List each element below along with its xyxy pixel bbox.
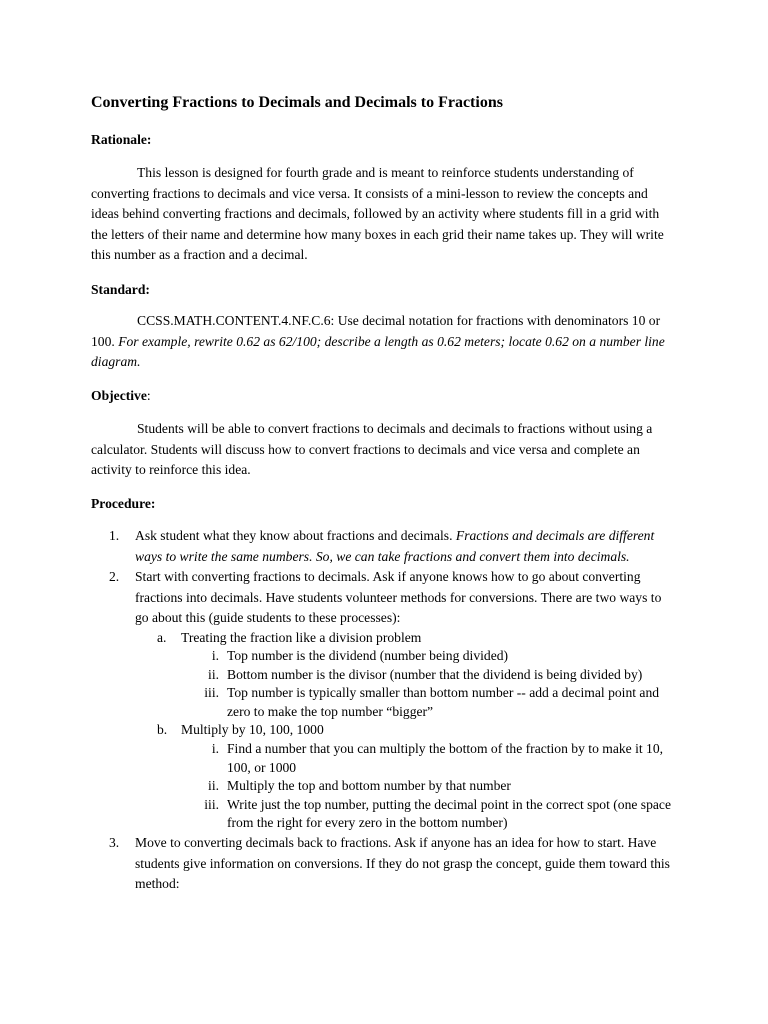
objective-heading: Objective <box>91 388 147 403</box>
substep-text: Treating the fraction like a division problem <box>181 629 422 645</box>
roman-item-text: Write just the top number, putting the decimal point in the correct spot (one space from the right for every zero in the bottom number) <box>227 796 671 831</box>
roman-item-text: Bottom number is the divisor (number that the dividend is being divided by) <box>227 666 643 682</box>
step-text: Ask student what they know about fractions and decimals. <box>135 528 453 543</box>
substep-letter: a. <box>157 629 167 645</box>
objective-paragraph: Students will be able to convert fractions to decimals and decimals to fractions without using a calculator. Students will discuss how to convert fractions to decimals and vice versa and complete an activity to reinforce this idea. <box>91 421 653 477</box>
standard-paragraph <box>91 311 677 373</box>
substep-text: Multiply by 10, 100, 1000 <box>181 722 324 738</box>
rationale-heading: Rationale: <box>91 132 152 147</box>
procedure-step-2a-ii <box>91 666 677 685</box>
roman-item-text: Multiply the top and bottom number by that number <box>227 778 511 794</box>
document-title: Converting Fractions to Decimals and Decimals to Fractions <box>91 94 503 111</box>
standard-heading: Standard: <box>91 282 150 297</box>
roman-numeral: i. <box>211 741 219 757</box>
step-text: Start with converting fractions to decimals. Ask if anyone knows how to go about converting fractions into decimals. Have students volunteer methods for conversions. There are two ways to go about this (guide students to these processes): <box>135 569 662 625</box>
step-italic-text: Fractions and decimals are different ways to write the same numbers. So, we can take fractions and convert them into decimals. <box>135 528 655 564</box>
procedure-step-2 <box>91 567 677 629</box>
roman-item-text: Top number is typically smaller than bottom number -- add a decimal point and zero to make the top number “bigger” <box>227 685 660 719</box>
procedure-step-2b-iii <box>91 796 677 833</box>
roman-item-text: Find a number that you can multiply the bottom of the fraction by to make it 10, 100, or 1000 <box>227 741 664 775</box>
procedure-step-2b <box>91 721 677 740</box>
roman-numeral: ii. <box>208 778 219 794</box>
procedure-step-1 <box>91 526 677 567</box>
rationale-paragraph: This lesson is designed for fourth grade and is meant to reinforce students understanding of converting fractions to decimals and vice versa. It consists of a mini-lesson to review the concepts and ideas behind converting fractions and decimals, followed by an activity where students fill in a grid with the letters of their name and determine how many boxes in each grid their name takes up. They will write this number as a fraction and a decimal. <box>91 165 664 262</box>
procedure-list <box>91 526 677 895</box>
procedure-step-3 <box>91 833 677 895</box>
standard-text: CCSS.MATH.CONTENT.4.NF.C.6: Use decimal notation for fractions with denominators 10 or 100. <box>91 313 661 349</box>
procedure-step-2b-ii <box>91 777 677 796</box>
objective-heading-wrap <box>91 386 151 406</box>
substep-letter: b. <box>157 722 168 738</box>
standard-example: For example, rewrite 0.62 as 62/100; describe a length as 0.62 meters; locate 0.62 on a number line diagram. <box>91 333 665 369</box>
objective-heading-suffix: : <box>146 388 151 403</box>
procedure-step-2a-iii <box>91 684 677 721</box>
step-number: 2. <box>109 569 120 584</box>
procedure-heading: Procedure: <box>91 496 156 511</box>
roman-item-text: Top number is the dividend (number being divided) <box>227 648 509 664</box>
step-number: 1. <box>109 528 120 543</box>
roman-numeral: ii. <box>208 666 219 682</box>
procedure-step-2a <box>91 629 677 648</box>
procedure-step-2b-i <box>91 740 677 777</box>
step-text: Move to converting decimals back to fractions. Ask if anyone has an idea for how to start. Have students give information on conversions. If they do not grasp the concept, guide them toward this method: <box>135 835 670 892</box>
roman-numeral: i. <box>211 648 219 664</box>
procedure-step-2a-i <box>91 647 677 666</box>
roman-numeral: iii. <box>204 685 219 701</box>
step-number: 3. <box>109 835 120 851</box>
roman-numeral: iii. <box>204 796 219 812</box>
